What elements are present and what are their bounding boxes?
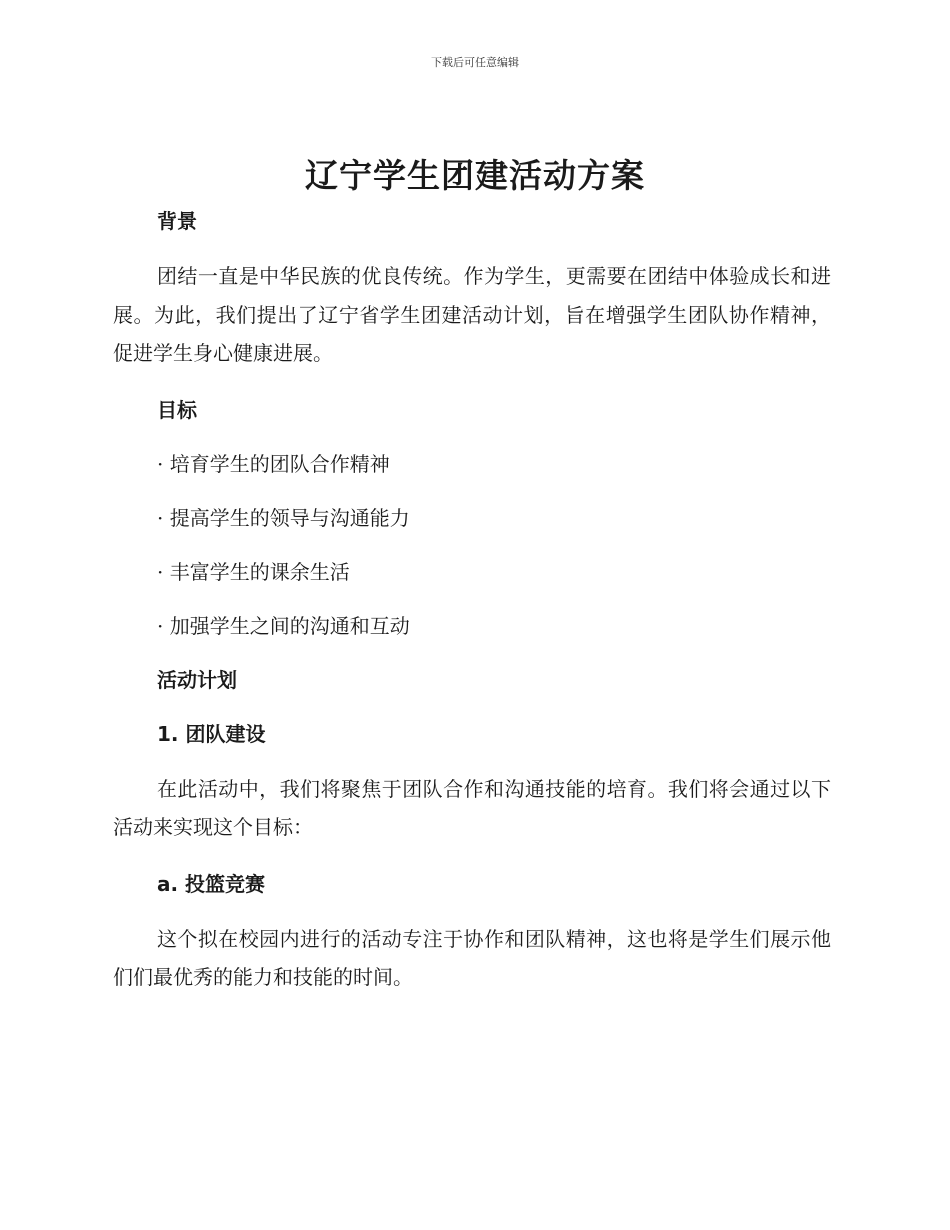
subsection-heading-basketball: a. 投篮竞赛 [157, 871, 266, 896]
section-heading-plan: 活动计划 [157, 667, 237, 692]
header-note: 下载后可任意编辑 [431, 56, 519, 69]
goal-item: · 丰富学生的课余生活 [157, 559, 350, 584]
section-heading-background: 背景 [157, 209, 197, 233]
goal-item: · 提高学生的领导与沟通能力 [157, 505, 410, 530]
basketball-paragraph: 这个拟在校园内进行的活动专注于协作和团队精神，这也将是学生们展示他们们最优秀的能力和技能的时间。 [113, 926, 831, 989]
background-paragraph: 团结一直是中华民族的优良传统。作为学生，更需要在团结中体验成长和进展。为此，我们提出了辽宁省学生团建活动计划，旨在增强学生团队协作精神，促进学生身心健康进展。 [113, 264, 831, 365]
document-body [113, 203, 831, 997]
document-title: 辽宁学生团建活动方案 [305, 156, 645, 195]
subsection-heading-team-building: 1. 团队建设 [157, 721, 266, 746]
goal-item: · 培育学生的团队合作精神 [157, 451, 390, 476]
team-building-paragraph: 在此活动中，我们将聚焦于团队合作和沟通技能的培育。我们将会通过以下活动来实现这个目标： [113, 776, 831, 839]
section-heading-goals: 目标 [157, 397, 197, 422]
goal-item: · 加强学生之间的沟通和互动 [157, 613, 410, 638]
